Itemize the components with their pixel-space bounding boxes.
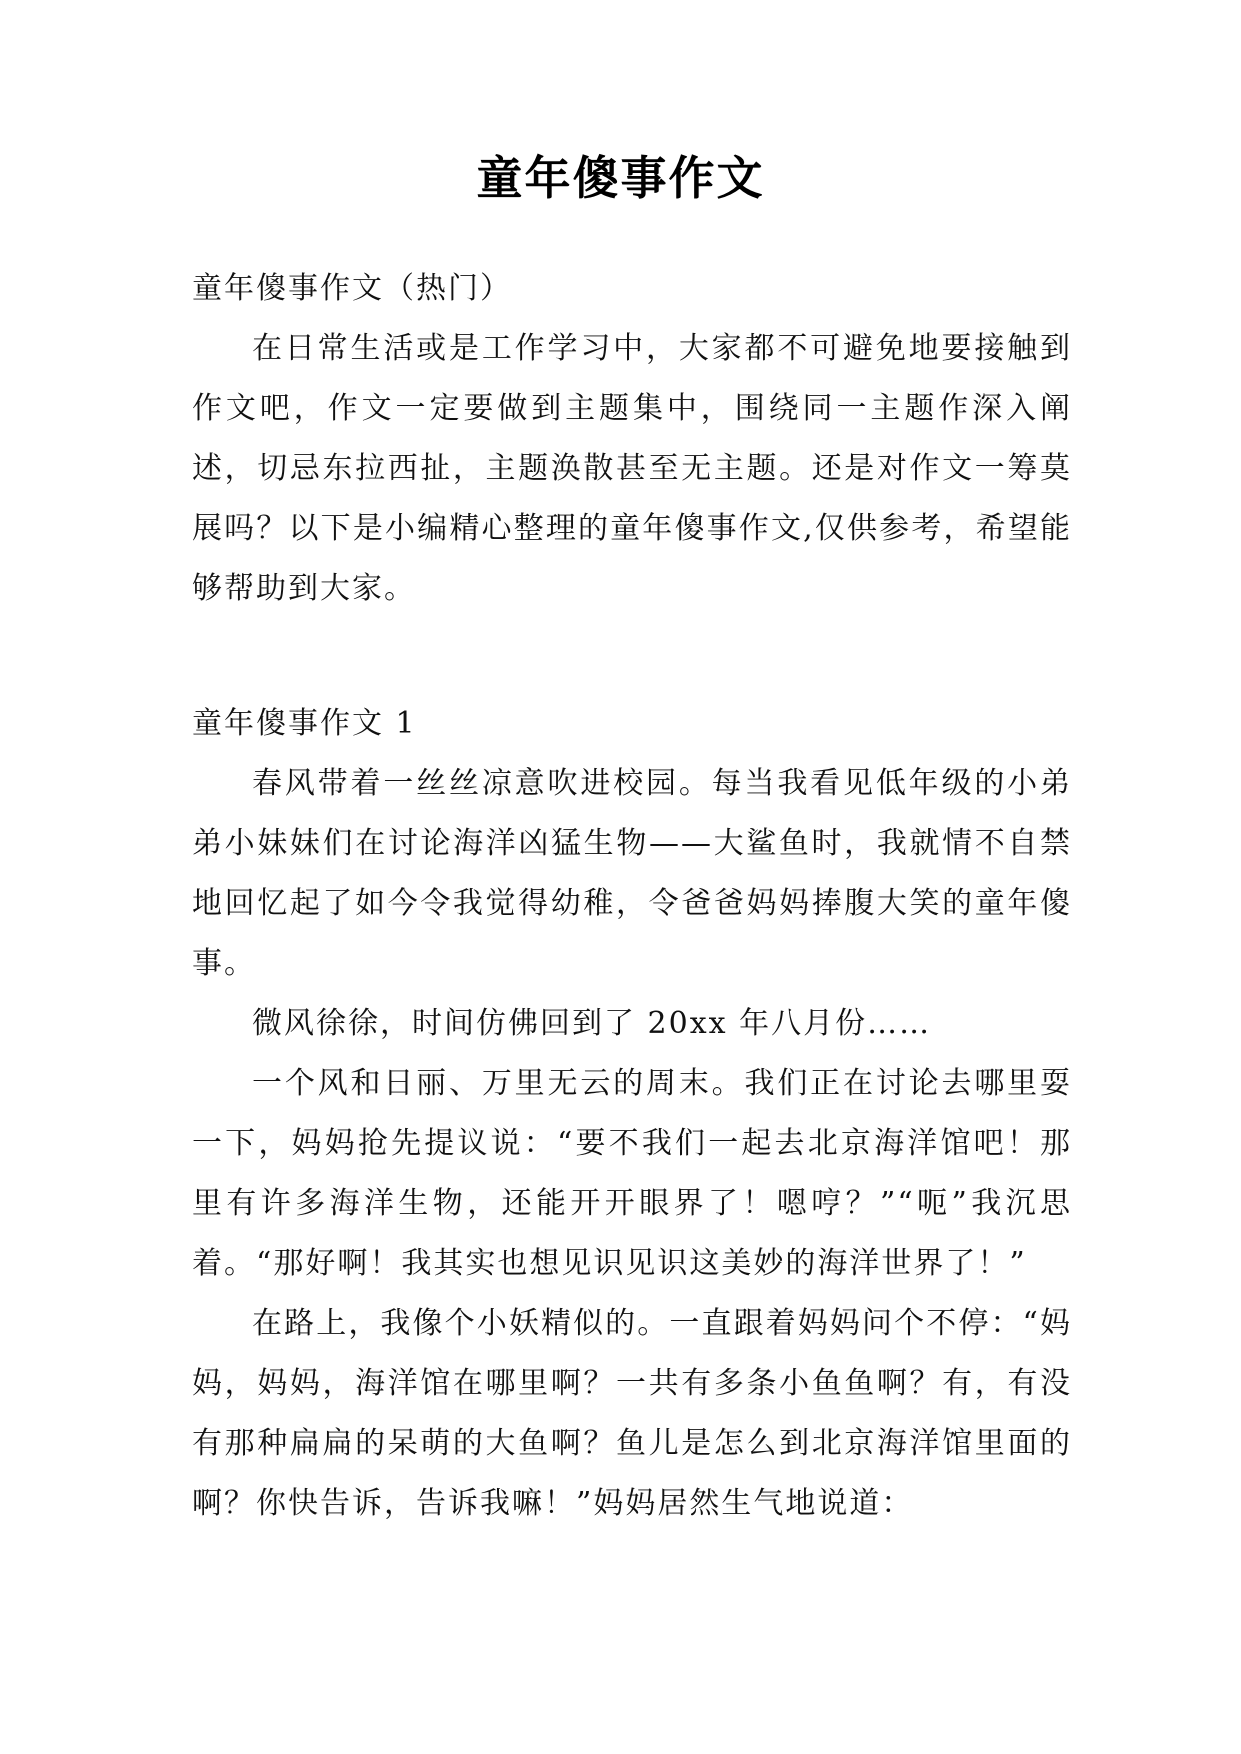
document-title: 童年傻事作文 <box>476 151 765 205</box>
essay-1-paragraph-3: 一个风和日丽、万里无云的周末。我们正在讨论去哪里耍一下，妈妈抢先提议说：“要不我们一起去北京海洋馆吧！那里有许多海洋生物，还能开开眼界了！嗯哼？”“呃”我沉思着。“那好啊！我其实也想见识见识这美妙的海洋世界了！” <box>192 1066 1072 1281</box>
essay-1-section <box>192 694 1072 1534</box>
intro-section <box>192 259 1072 619</box>
essay-1-heading: 童年傻事作文 1 <box>192 706 417 741</box>
intro-paragraph: 在日常生活或是工作学习中，大家都不可避免地要接触到作文吧，作文一定要做到主题集中，围绕同一主题作深入阐述，切忌东拉西扯，主题涣散甚至无主题。还是对作文一筹莫展吗？以下是小编精心整理的童年傻事作文,仅供参考，希望能够帮助到大家。 <box>192 331 1072 606</box>
essay-1-paragraph-2: 微风徐徐，时间仿佛回到了 20xx 年八月份…… <box>252 1006 932 1041</box>
essay-1-paragraph-1: 春风带着一丝丝凉意吹进校园。每当我看见低年级的小弟弟小妹妹们在讨论海洋凶猛生物——大鲨鱼时，我就情不自禁地回忆起了如今令我觉得幼稚，令爸爸妈妈捧腹大笑的童年傻事。 <box>192 766 1072 981</box>
intro-heading: 童年傻事作文（热门） <box>192 271 512 306</box>
essay-1-paragraph-4: 在路上，我像个小妖精似的。一直跟着妈妈问个不停：“妈妈，妈妈，海洋馆在哪里啊？一共有多条小鱼鱼啊？有，有没有那种扁扁的呆萌的大鱼啊？鱼儿是怎么到北京海洋馆里面的啊？你快告诉，告诉我嘛！”妈妈居然生气地说道： <box>192 1306 1072 1521</box>
